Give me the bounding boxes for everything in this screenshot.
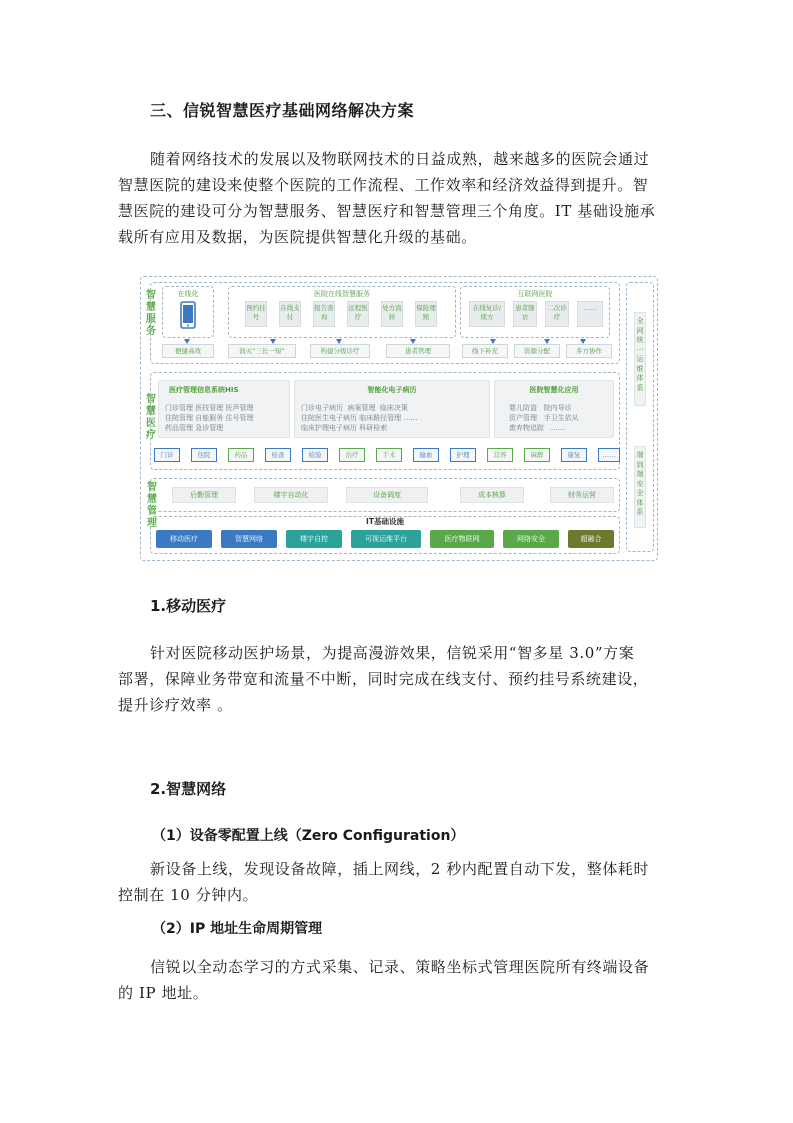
intro-line: 载所有应用及数据，为医院提供智慧化升级的基础。 [118,228,477,246]
dept-chip: 门诊 [154,448,180,462]
service-item: 预约挂号 [245,301,267,327]
sec2-sub1-title: （1）设备零配置上线（Zero Configuration） [152,828,465,844]
service-result: 线下补充 [462,344,508,358]
smart-app-title: 医院智慧化应用 [529,386,579,394]
smart-app-items: 婴儿防盗 院内导诊 资产管理 手卫生依从 废弃物追踪 …… [509,404,579,432]
emr-block [294,380,490,438]
online-label: 在线化 [177,290,199,298]
dept-chip: 营养 [487,448,513,462]
section-title: 三、信锐智慧医疗基础网络解决方案 [150,101,415,120]
infra-item: 医疗物联网 [430,530,494,548]
infra-item: 可视运维平台 [351,530,421,548]
security-column: 端到端安全体系 [634,446,646,528]
service-item: 处方流转 [381,301,403,327]
mobile-phone-icon [180,301,196,329]
intro-line: 智慧医院的建设来使整个医院的工作流程、工作效率和经济效益得到提升。智 [118,176,649,194]
his-items: 门诊管理 医技管理 医声管理 住院管理 自能服务 住号管理 药品管理 急诊管理 [165,404,254,432]
sec2-sub1-line: 控制在 10 分钟内。 [118,886,259,904]
emr-title: 智能化电子病历 [367,386,417,394]
sec2-sub1-line: 新设备上线，发现设备故障，插上网线，2 秒内配置自动下发，整体耗时 [150,860,650,878]
infra-item: 楼宇自控 [286,530,342,548]
smart-app-block [494,380,614,438]
hospital-service-block [228,286,456,338]
service-item: 远程医疗 [347,301,369,327]
intro-line: 慧医院的建设可分为智慧服务、智慧医疗和智慧管理三个角度。IT 基础设施承 [118,202,656,220]
service-result: 患者管理 [386,344,450,358]
label-smart-medical: 智慧医疗 [146,394,156,441]
sec1-title: 1.移动医疗 [150,597,227,615]
sec2-sub2-paragraph [118,954,670,1006]
management-item: 设备调度 [346,487,428,503]
dept-chip: 住院 [191,448,217,462]
intro-paragraph [118,146,670,250]
management-item: 后勤管理 [172,487,236,503]
label-smart-service: 智慧服务 [146,290,156,337]
dept-chip: …… [598,448,620,462]
departments-row [154,448,620,464]
internet-item: 在线复诊/续方 [469,301,505,327]
service-result: 资源分配 [514,344,560,358]
service-result: 润灭“三长一短” [228,344,296,358]
dept-chip: 护理 [450,448,476,462]
dept-chip: 治疗 [339,448,365,462]
sec2-sub2-line: 的 IP 地址。 [118,984,209,1002]
sec1-line: 针对医院移动医护场景，为提高漫游效果，信锐采用“智多星 3.0”方案 [150,644,635,662]
infra-title: IT基础设施 [366,517,404,526]
dept-chip: 检验 [302,448,328,462]
sec1-line: 部署，保障业务带宽和流量不中断，同时完成在线支付、预约挂号系统建设， [118,670,649,688]
service-result: 多方协作 [566,344,612,358]
service-item: 在线支付 [279,301,301,327]
unified-ops-column: 全网统一运维体系 [634,312,646,406]
internet-item: 二次诊疗 [545,301,569,327]
his-title: 医疗管理信息系统HIS [169,386,239,394]
dept-chip: 麻醉 [524,448,550,462]
sec2-sub1-paragraph [118,856,670,908]
dept-chip: 康复 [561,448,587,462]
infra-item: 智慧网络 [221,530,277,548]
sec1-paragraph [118,640,670,718]
management-item: 楼宇自动化 [254,487,328,503]
hospital-service-title: 医院在线智慧服务 [314,290,370,298]
infra-item: 网络安全 [503,530,559,548]
online-block [162,286,214,338]
sec2-sub2-line: 信锐以全动态学习的方式采集、记录、策略坐标式管理医院所有终端设备 [150,958,650,976]
internet-item: …… [577,301,603,327]
service-item: 保险理赔 [415,301,437,327]
sec2-sub2-title: （2）IP 地址生命周期管理 [152,921,323,937]
intro-line: 随着网络技术的发展以及物联网技术的日益成熟，越来越多的医院会通过 [150,150,650,168]
dept-chip: 输血 [413,448,439,462]
dept-chip: 手术 [376,448,402,462]
sec2-title: 2.智慧网络 [150,780,227,798]
internet-item: 患者随访 [513,301,537,327]
service-result: 便捷高效 [162,344,214,358]
internet-hospital-block [460,286,610,338]
architecture-diagram [140,276,658,561]
service-result: 构建分级诊疗 [310,344,370,358]
dept-chip: 检查 [265,448,291,462]
his-block [158,380,290,438]
management-item: 成本核算 [460,487,524,503]
sec1-line: 提升诊疗效率 。 [118,696,233,714]
label-smart-management: 智慧管理 [147,482,157,529]
dept-chip: 药品 [228,448,254,462]
management-item: 财务运营 [550,487,614,503]
internet-hospital-title: 互联网医院 [517,290,553,298]
infra-item: 移动医疗 [156,530,212,548]
infra-item: 超融合 [568,530,614,548]
service-item: 报告查询 [313,301,335,327]
emr-items: 门诊电子病历 病案管理 临床决策 住院医生电子病历 临床路径管理 …… 临床护理电子病历 科研检索 [301,404,418,432]
